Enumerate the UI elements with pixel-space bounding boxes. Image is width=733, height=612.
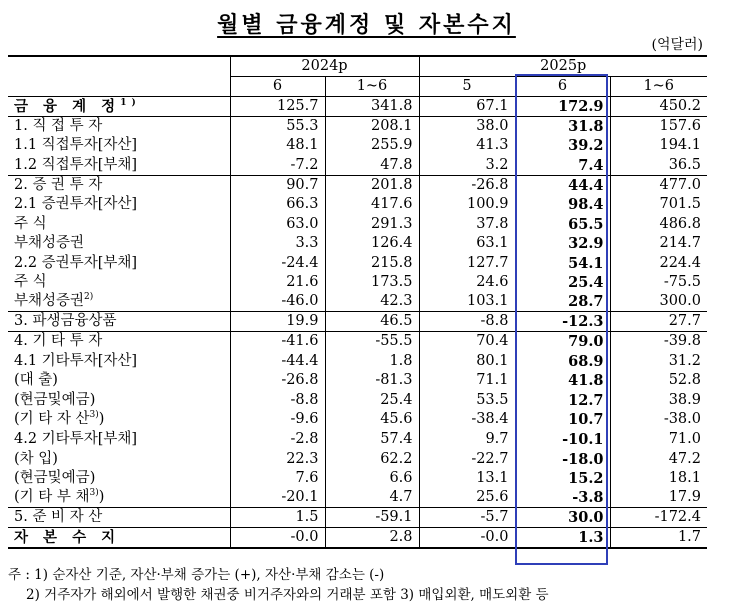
table-row [8,508,707,528]
value-cell: -81.3 [325,371,419,391]
header-month: 6 [230,77,325,97]
value-cell: 90.7 [230,175,325,195]
value-cell: -26.8 [419,175,515,195]
value-cell: 25.4 [515,273,610,293]
value-cell: -24.4 [230,253,325,273]
value-cell: 98.4 [515,195,610,215]
row-label [8,312,230,332]
value-cell: 52.8 [610,371,707,391]
value-cell: 19.9 [230,312,325,332]
row-label-text: 3. 파생금융상품 [14,313,117,330]
row-label-close: ) [98,411,105,428]
value-cell: -2.8 [230,430,325,450]
value-cell: 18.1 [610,469,707,489]
value-cell: 194.1 [610,136,707,156]
value-cell: -26.8 [230,371,325,391]
row-label-text: 부채성증권 [14,235,85,252]
value-cell: 300.0 [610,292,707,312]
value-cell: 25.6 [419,488,515,508]
value-cell: 10.7 [515,410,610,430]
value-cell: 47.2 [610,449,707,469]
value-cell: 27.7 [610,312,707,332]
header-month: 1~6 [325,77,419,97]
value-cell: 48.1 [230,136,325,156]
value-cell: 71.1 [419,371,515,391]
header-year-2024: 2024p [230,56,419,77]
value-cell: 6.6 [325,469,419,489]
value-cell: -46.0 [230,292,325,312]
row-label-text: 4.1 기타투자[자산] [14,352,138,369]
value-cell: 103.1 [419,292,515,312]
value-cell: 125.7 [230,97,325,117]
footnotes [8,565,549,605]
value-cell: 157.6 [610,117,707,137]
value-cell: 215.8 [325,253,419,273]
value-cell: -5.7 [419,508,515,528]
table-row [8,117,707,137]
value-cell: 44.4 [515,175,610,195]
header-month: 6 [515,77,610,97]
row-label [8,528,230,549]
value-cell: -41.6 [230,332,325,352]
table-row [8,253,707,273]
row-label-text: 2.2 증권투자[부채] [14,254,138,271]
value-cell: -172.4 [610,508,707,528]
value-cell: 63.0 [230,214,325,234]
value-cell: -0.0 [230,528,325,549]
row-label-text: 2.1 증권투자[자산] [14,195,138,212]
row-label-text: 금 융 계 정 [14,98,121,115]
value-cell: -20.1 [230,488,325,508]
value-cell: -38.4 [419,410,515,430]
table-row [8,488,707,508]
row-label-text: 1. 직 접 투 자 [14,118,103,135]
value-cell: -55.5 [325,332,419,352]
value-cell: 291.3 [325,214,419,234]
row-label [8,508,230,528]
value-cell: 15.2 [515,469,610,489]
value-cell: 7.4 [515,156,610,176]
value-cell: 42.3 [325,292,419,312]
value-cell: 1.3 [515,528,610,549]
table-row [8,273,707,293]
header-month: 5 [419,77,515,97]
row-label [8,195,230,215]
value-cell: 39.2 [515,136,610,156]
value-cell: 62.2 [325,449,419,469]
row-label-text: 주 식 [14,215,47,232]
row-label-text: 4. 기 타 투 자 [14,333,103,350]
value-cell: -39.8 [610,332,707,352]
table-row [8,449,707,469]
row-label-text: 4.2 기타투자[부채] [14,430,138,447]
value-cell: 224.4 [610,253,707,273]
value-cell: -75.5 [610,273,707,293]
table-row [8,214,707,234]
row-label-text: 5. 준 비 자 산 [14,509,103,526]
page-title: 월별 금융계정 및 자본수지 [217,12,516,38]
value-cell: 21.6 [230,273,325,293]
table-row [8,469,707,489]
row-label [8,410,230,430]
value-cell: 477.0 [610,175,707,195]
value-cell: 70.4 [419,332,515,352]
financial-account-table [8,55,707,549]
header-row-years [8,56,707,77]
value-cell: 701.5 [610,195,707,215]
value-cell: -44.4 [230,352,325,372]
value-cell: 417.6 [325,195,419,215]
row-label-text: (기 타 자 산 [14,411,90,428]
table-row [8,195,707,215]
value-cell: 71.0 [610,430,707,450]
value-cell: 255.9 [325,136,419,156]
footnote-line-2: 2) 거주자가 해외에서 발행한 채권중 비거주자와의 거래분 포함 3) 매입외환, 매도외환 등 [26,587,549,603]
value-cell: -8.8 [419,312,515,332]
footnote-marker: 2) [84,292,94,303]
table-row [8,312,707,332]
value-cell: 41.8 [515,371,610,391]
row-label [8,292,230,312]
row-label-text: 자 본 수 지 [14,529,121,547]
value-cell: 1.8 [325,352,419,372]
row-label-close: ) [98,489,105,506]
header-year-2025: 2025p [419,56,707,77]
value-cell: 450.2 [610,97,707,117]
value-cell: -8.8 [230,391,325,411]
table-row [8,410,707,430]
value-cell: 13.1 [419,469,515,489]
value-cell: 126.4 [325,234,419,254]
value-cell: 30.0 [515,508,610,528]
value-cell: 1.5 [230,508,325,528]
value-cell: 66.3 [230,195,325,215]
value-cell: 486.8 [610,214,707,234]
value-cell: 47.8 [325,156,419,176]
value-cell: -3.8 [515,488,610,508]
row-label [8,430,230,450]
row-label [8,449,230,469]
row-label-text: 주 식 [14,274,47,291]
value-cell: 172.9 [515,97,610,117]
value-cell: -7.2 [230,156,325,176]
value-cell: -59.1 [325,508,419,528]
value-cell: 36.5 [610,156,707,176]
unit-label: (억달러) [651,37,703,53]
value-cell: 17.9 [610,488,707,508]
value-cell: 79.0 [515,332,610,352]
value-cell: 341.8 [325,97,419,117]
value-cell: 208.1 [325,117,419,137]
value-cell: -22.7 [419,449,515,469]
table-row [8,332,707,352]
value-cell: 65.5 [515,214,610,234]
footnote-marker: 3) [89,410,99,421]
row-label-text: (대 출) [14,372,58,389]
header-month: 1~6 [610,77,707,97]
value-cell: 2.8 [325,528,419,549]
value-cell: 41.3 [419,136,515,156]
footnote-marker: 3) [89,488,99,499]
table-row [8,528,707,549]
value-cell: 127.7 [419,253,515,273]
value-cell: 7.6 [230,469,325,489]
value-cell: -9.6 [230,410,325,430]
value-cell: 38.0 [419,117,515,137]
value-cell: 45.6 [325,410,419,430]
row-label [8,273,230,293]
value-cell: 80.1 [419,352,515,372]
value-cell: -38.0 [610,410,707,430]
value-cell: -12.3 [515,312,610,332]
value-cell: 38.9 [610,391,707,411]
value-cell: 173.5 [325,273,419,293]
value-cell: 1.7 [610,528,707,549]
row-label [8,469,230,489]
table-row [8,391,707,411]
table-row [8,371,707,391]
value-cell: 53.5 [419,391,515,411]
row-label [8,332,230,352]
row-label-text: (현금및예금) [14,470,96,487]
row-label-text: 2. 증 권 투 자 [14,176,103,193]
value-cell: 100.9 [419,195,515,215]
value-cell: -10.1 [515,430,610,450]
row-label-text: 1.2 직접투자[부채] [14,156,138,173]
value-cell: 22.3 [230,449,325,469]
row-label [8,175,230,195]
value-cell: 31.2 [610,352,707,372]
value-cell: 68.9 [515,352,610,372]
value-cell: 4.7 [325,488,419,508]
value-cell: 12.7 [515,391,610,411]
header-corner [8,56,230,77]
table-row [8,175,707,195]
row-label [8,352,230,372]
row-label [8,117,230,137]
value-cell: 31.8 [515,117,610,137]
footnote-marker: 1) [120,98,141,109]
value-cell: 9.7 [419,430,515,450]
table-row [8,97,707,117]
row-label [8,253,230,273]
value-cell: 63.1 [419,234,515,254]
row-label [8,156,230,176]
header-row-months [8,77,707,97]
header-corner-lower [8,77,230,97]
row-label [8,371,230,391]
footnote-line-1: 주 : 1) 순자산 기준, 자산·부채 증가는 (+), 자산·부채 감소는 (-) [8,567,385,583]
row-label [8,214,230,234]
table-row [8,234,707,254]
value-cell: -18.0 [515,449,610,469]
value-cell: 54.1 [515,253,610,273]
row-label [8,136,230,156]
row-label [8,97,230,117]
value-cell: 3.3 [230,234,325,254]
table-row [8,292,707,312]
row-label-text: 부채성증권 [14,293,85,310]
value-cell: 67.1 [419,97,515,117]
value-cell: 25.4 [325,391,419,411]
value-cell: 55.3 [230,117,325,137]
value-cell: 28.7 [515,292,610,312]
value-cell: 57.4 [325,430,419,450]
table-row [8,430,707,450]
row-label-text: (차 입) [14,450,58,467]
value-cell: -0.0 [419,528,515,549]
row-label-text: 1.1 직접투자[자산] [14,137,138,154]
row-label [8,391,230,411]
table-row [8,352,707,372]
value-cell: 37.8 [419,214,515,234]
value-cell: 46.5 [325,312,419,332]
row-label [8,488,230,508]
table-row [8,136,707,156]
value-cell: 3.2 [419,156,515,176]
value-cell: 201.8 [325,175,419,195]
row-label [8,234,230,254]
row-label-text: (기 타 부 채 [14,489,90,506]
value-cell: 24.6 [419,273,515,293]
value-cell: 214.7 [610,234,707,254]
value-cell: 32.9 [515,234,610,254]
table-row [8,156,707,176]
row-label-text: (현금및예금) [14,391,96,408]
